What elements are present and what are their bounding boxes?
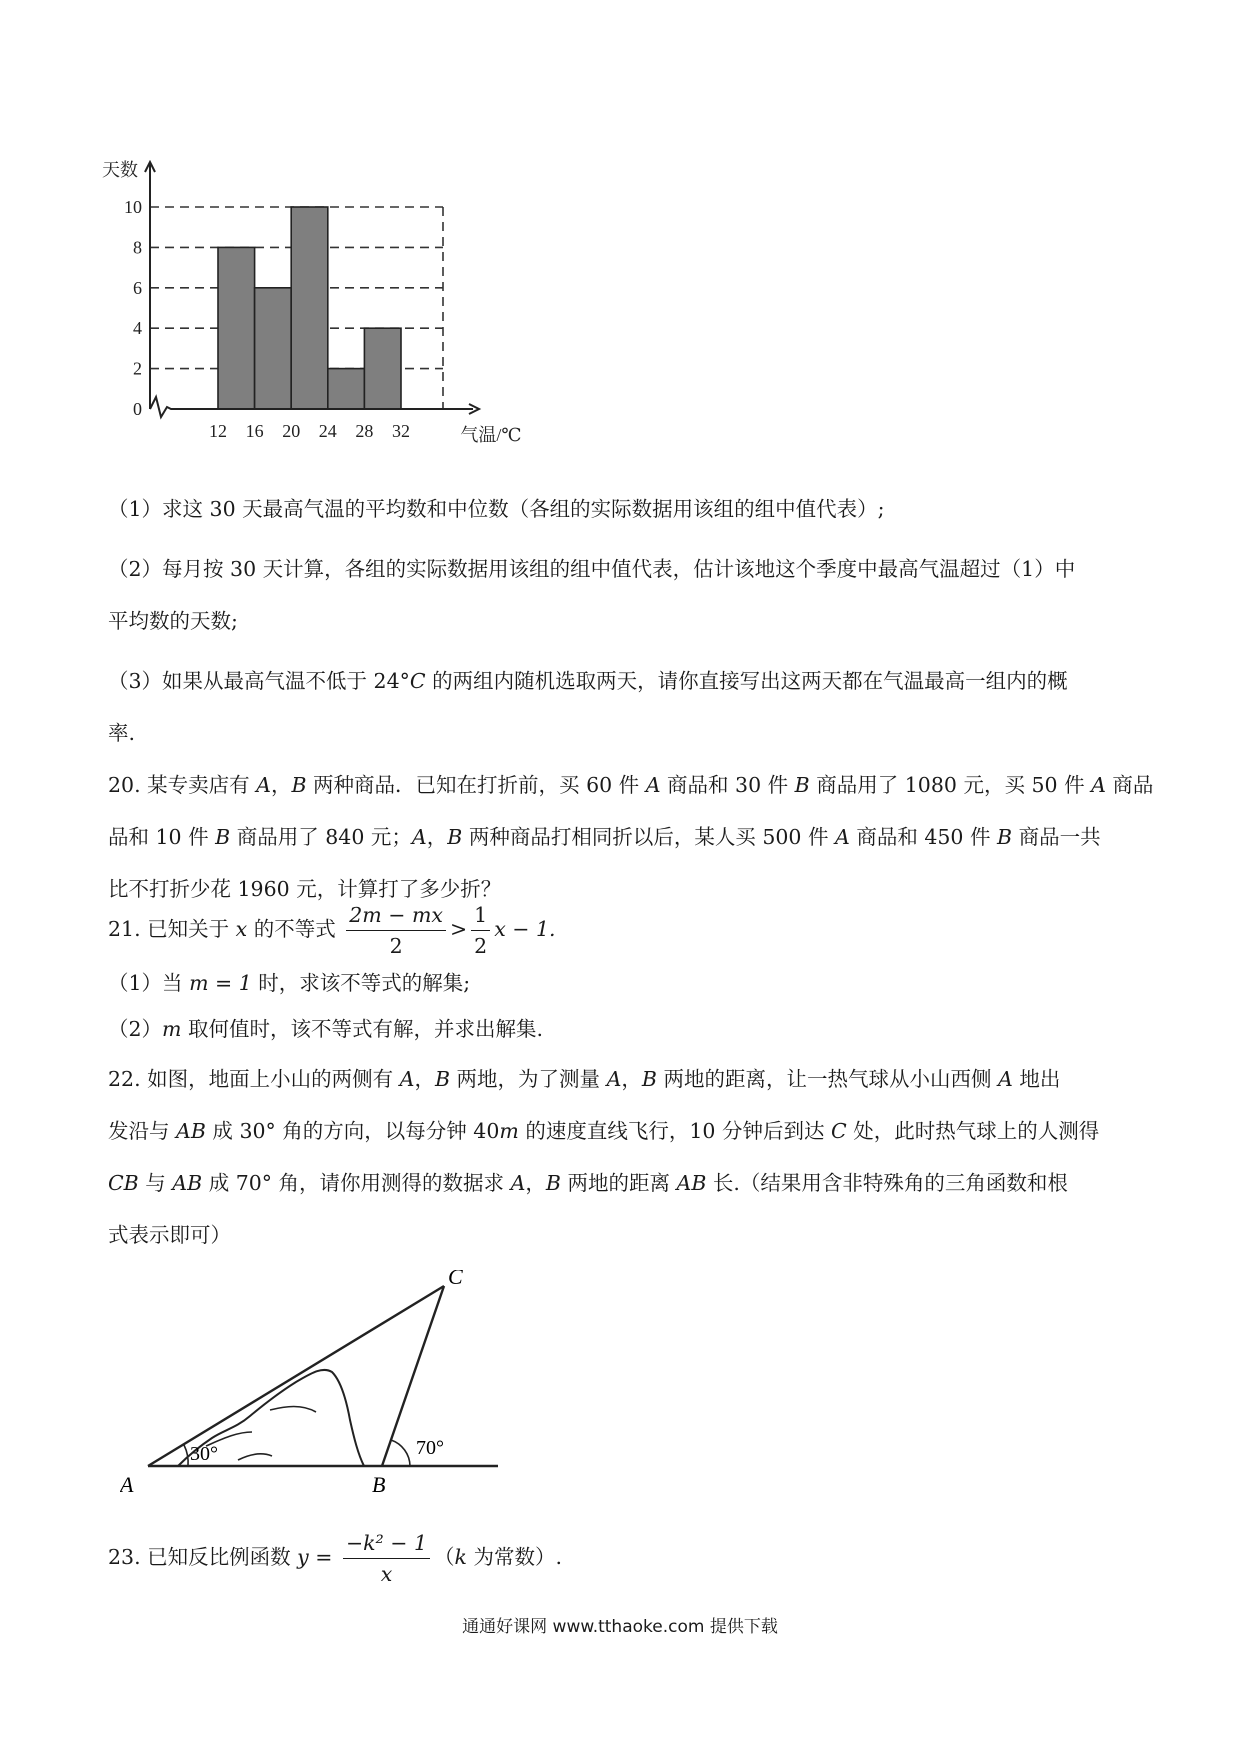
x-tick-label: 32 — [392, 421, 410, 441]
histogram-bar — [364, 328, 401, 409]
page-footer: 通通好课网 www.tthaoke.com 提供下载 — [462, 1617, 778, 1637]
q19-part2-line2: 平均数的天数; — [108, 609, 238, 633]
x-tick-label: 16 — [245, 421, 264, 441]
y-tick-label: 8 — [133, 237, 142, 258]
x-tick-label: 28 — [355, 421, 374, 441]
q20-line3: 比不打折少花 1960 元，计算打了多少折？ — [108, 877, 502, 901]
angle-arc-a — [184, 1445, 188, 1466]
q19-part2-line1: （2）每月按 30 天计算，各组的实际数据用该组的组中值代表，估计该地这个季度中最高气温超过（1）中 — [108, 557, 1076, 581]
q22-line4: 式表示即可） — [108, 1223, 231, 1247]
q22-line1: 22. 如图，地面上小山的两侧有 A，B 两地，为了测量 A，B 两地的距离，让一热气球从小山西侧 A 地出 — [108, 1067, 1061, 1091]
temperature-histogram — [100, 160, 570, 500]
hill-contour-2 — [238, 1454, 272, 1460]
q19-part3-line1: （3）如果从最高气温不低于 24°C 的两组内随机选取两天，请你直接写出这两天都在气温最高一组内的概 — [108, 669, 1068, 693]
histogram-bar — [255, 288, 292, 409]
q21-fraction-right: $\frac{1}{2}$ — [471, 900, 490, 961]
point-label-b: B — [372, 1472, 386, 1497]
hill-contour-3 — [270, 1407, 316, 1413]
angle-arc-b — [391, 1440, 410, 1466]
q23-fraction: $\frac{\text{−k² − 1}}{x}$ — [343, 1528, 430, 1589]
q21-statement: 21. 已知关于 x 的不等式 $\frac{2m - mx}{2}$ > $\frac{1}{2}$ x − 1. — [108, 900, 556, 961]
q21-fraction-left: $\frac{2m - mx}{2}$ — [346, 900, 446, 961]
point-label-c: C — [448, 1270, 463, 1289]
q21-part2: （2）m 取何值时，该不等式有解，并求出解集. — [108, 1017, 544, 1041]
q19-part3-line2: 率. — [108, 721, 136, 745]
y-tick-label: 6 — [133, 277, 142, 298]
angle-label-b: 70° — [416, 1437, 444, 1459]
y-axis-label: 天数 — [102, 160, 138, 180]
x-tick-label: 24 — [318, 421, 337, 441]
q22-triangle-figure — [120, 1270, 520, 1510]
y-tick-label: 0 — [133, 399, 142, 419]
q23-statement: 23. 已知反比例函数 y = $\frac{\text{−k² − 1}}{x}$ （k 为常数）. — [108, 1528, 562, 1589]
point-label-a: A — [120, 1472, 134, 1497]
histogram-bar — [218, 247, 255, 409]
side-ac — [148, 1286, 444, 1466]
q20-line1: 20. 某专卖店有 A，B 两种商品．已知在打折前，买 60 件 A 商品和 30 件 B 商品用了 1080 元，买 50 件 A 商品 — [108, 773, 1154, 797]
y-tick-label: 4 — [133, 318, 142, 339]
x-tick-label: 12 — [209, 421, 227, 441]
y-tick-label: 10 — [124, 197, 142, 217]
y-tick-label: 2 — [133, 358, 142, 379]
x-axis-label: 气温/℃ — [460, 425, 522, 445]
histogram-bar — [291, 207, 328, 409]
histogram-bar — [328, 369, 365, 409]
q22-line2: 发沿与 AB 成 30° 角的方向，以每分钟 40m 的速度直线飞行，10 分钟后到达 C 处，此时热气球上的人测得 — [108, 1119, 1100, 1143]
q21-part1: （1）当 m = 1 时，求该不等式的解集; — [108, 971, 471, 995]
angle-label-a: 30° — [190, 1443, 218, 1465]
q22-line3: CB 与 AB 成 70° 角，请你用测得的数据求 A，B 两地的距离 AB 长.（结果用含非特殊角的三角函数和根 — [108, 1171, 1068, 1195]
q19-part1: （1）求这 30 天最高气温的平均数和中位数（各组的实际数据用该组的组中值代表）; — [108, 497, 885, 521]
q20-line2: 品和 10 件 B 商品用了 840 元；A，B 两种商品打相同折以后，某人买 500 件 A 商品和 450 件 B 商品一共 — [108, 825, 1101, 849]
x-tick-label: 20 — [282, 421, 301, 441]
